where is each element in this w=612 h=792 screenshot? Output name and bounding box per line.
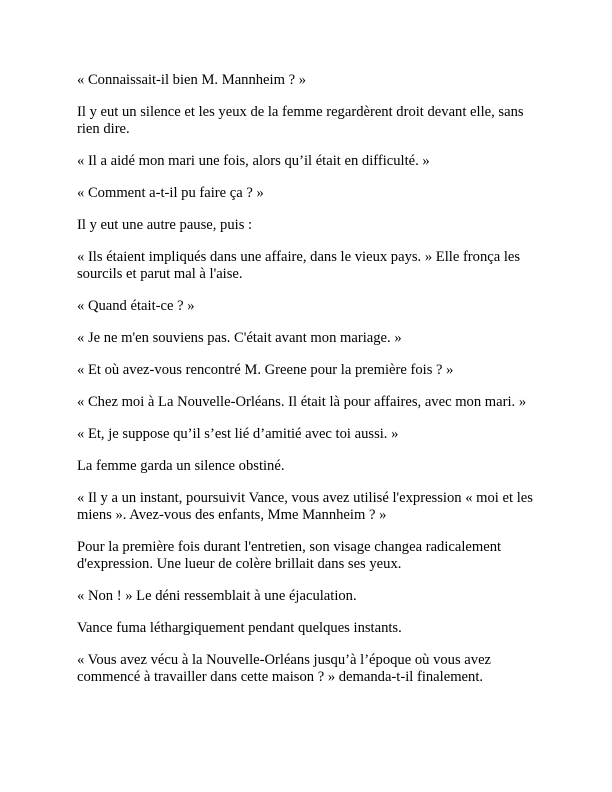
paragraph: La femme garda un silence obstiné. — [77, 458, 285, 474]
paragraph: « Il y a un instant, poursuivit Vance, vous avez utilisé l'expression « moi et les miens ». Avez-vous des enfants, Mme Mannheim ? » — [77, 490, 533, 523]
paragraph: « Non ! » Le déni ressemblait à une éjaculation. — [77, 588, 357, 604]
paragraph: « Ils étaient impliqués dans une affaire, dans le vieux pays. » Elle fronça les sourcils et parut mal à l'aise. — [77, 249, 521, 282]
paragraph: « Et, je suppose qu’il s’est lié d’amitié avec toi aussi. » — [77, 426, 399, 442]
paragraph: « Quand était-ce ? » — [77, 298, 195, 314]
paragraph: Il y eut un silence et les yeux de la femme regardèrent droit devant elle, sans rien dire. — [77, 104, 524, 137]
paragraph: « Connaissait-il bien M. Mannheim ? » — [77, 72, 307, 88]
paragraph: « Vous avez vécu à la Nouvelle-Orléans jusqu’à l’époque où vous avez commencé à travailler dans cette maison ? » demanda-t-il finalement. — [77, 652, 492, 685]
body-text — [77, 72, 539, 701]
paragraph: Vance fuma léthargiquement pendant quelques instants. — [77, 620, 402, 636]
paragraph: « Il a aidé mon mari une fois, alors qu’il était en difficulté. » — [77, 153, 430, 169]
paragraph: « Chez moi à La Nouvelle-Orléans. Il était là pour affaires, avec mon mari. » — [77, 394, 527, 410]
paragraph: Il y eut une autre pause, puis : — [77, 217, 253, 233]
paragraph: « Et où avez-vous rencontré M. Greene pour la première fois ? » — [77, 362, 454, 378]
paragraph: « Je ne m'en souviens pas. C'était avant mon mariage. » — [77, 330, 402, 346]
paragraph: Pour la première fois durant l'entretien, son visage changea radicalement d'expression. Une lueur de colère brillait dans ses yeux. — [77, 539, 502, 572]
paragraph: « Comment a-t-il pu faire ça ? » — [77, 185, 264, 201]
